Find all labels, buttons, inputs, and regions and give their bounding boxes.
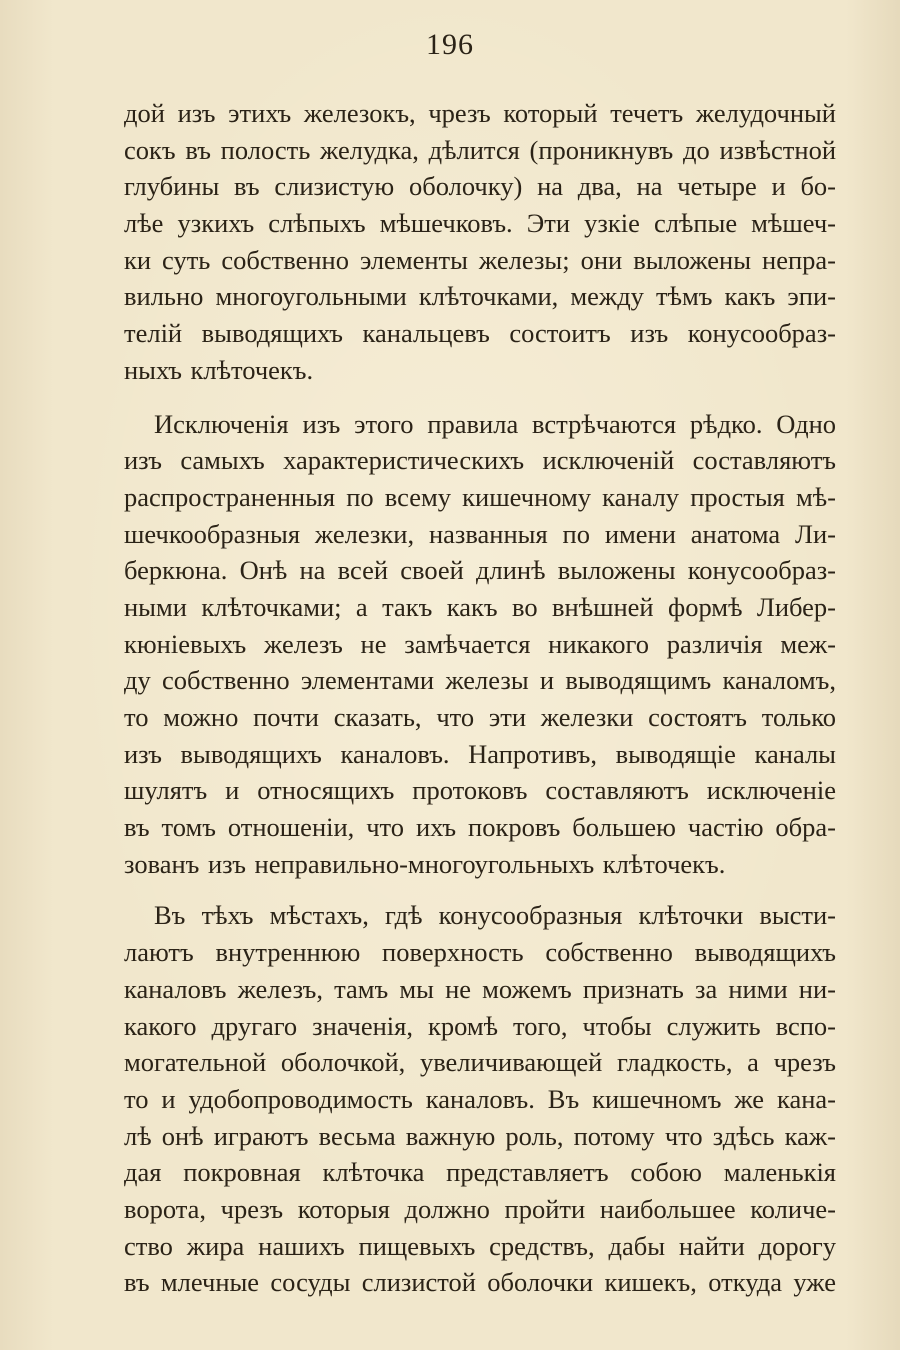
text-line: глубины въ слизистую оболочку) на два, на четыре и бо- bbox=[124, 171, 836, 202]
text-line: лаютъ внутреннюю поверхность собственно выводящихъ bbox=[124, 937, 836, 968]
text-line: ство жира нашихъ пищевыхъ средствъ, дабы найти дорогу bbox=[124, 1230, 836, 1261]
text-line: въ томъ отношеніи, что ихъ покровъ большею частію обра- bbox=[124, 812, 836, 843]
text-line: дая покровная клѣточка представляетъ собою маленькія bbox=[124, 1157, 836, 1188]
text-line: лѣе узкихъ слѣпыхъ мѣшечковъ. Эти узкіе слѣпые мѣшеч- bbox=[124, 208, 836, 239]
text-line: кюніевыхъ железъ не замѣчается никакого различія меж- bbox=[124, 628, 836, 659]
text-line: ворота, чрезъ которыя должно пройти наибольшее количе- bbox=[124, 1193, 836, 1224]
text-line: ными клѣточками; а такъ какъ во внѣшней формѣ Либер- bbox=[124, 591, 836, 622]
body-text bbox=[124, 95, 836, 1318]
text-line: то можно почти сказать, что эти железки состоятъ только bbox=[124, 702, 836, 732]
text-line: телій выводящихъ канальцевъ состоитъ изъ конусообраз- bbox=[124, 318, 836, 349]
text-line: шечкообразныя железки, названныя по имени анатома Ли- bbox=[124, 518, 836, 549]
text-line: Исключенія изъ этого правила встрѣчаются рѣдко. Одно bbox=[154, 408, 836, 439]
text-line: Въ тѣхъ мѣстахъ, гдѣ конусообразныя клѣточки высти- bbox=[154, 900, 836, 931]
text-line: какого другаго значенія, кромѣ того, чтобы служить вспо- bbox=[124, 1010, 836, 1041]
text-line: ки суть собственно элементы железы; они выложены непра- bbox=[124, 244, 836, 275]
text-line: сокъ въ полость желудка, дѣлится (проникнувъ до извѣстной bbox=[124, 134, 836, 165]
text-line: шулятъ и относящихъ протоковъ составляютъ исключеніе bbox=[124, 775, 836, 806]
text-line: лѣ онѣ играютъ весьма важную роль, потому что здѣсь каж- bbox=[124, 1120, 836, 1151]
text-line: изъ выводящихъ каналовъ. Напротивъ, выводящіе каналы bbox=[124, 738, 836, 769]
text-line: каналовъ железъ, тамъ мы не можемъ признать за ними ни- bbox=[124, 973, 836, 1004]
paragraph-2 bbox=[124, 406, 836, 883]
text-line: ду собственно элементами железы и выводящимъ каналомъ, bbox=[124, 665, 836, 696]
paragraph-1 bbox=[124, 95, 836, 389]
text-line: зованъ изъ неправильно-многоугольныхъ клѣточекъ. bbox=[124, 848, 726, 879]
text-line: дой изъ этихъ железокъ, чрезъ который течетъ желудочный bbox=[124, 98, 836, 128]
page-number: 196 bbox=[426, 28, 474, 61]
text-line: вильно многоугольными клѣточками, между тѣмъ какъ эпи- bbox=[124, 281, 836, 312]
text-line: распространенныя по всему кишечному каналу простыя мѣ- bbox=[124, 481, 836, 512]
text-line: беркюна. Онѣ на всей своей длинѣ выложены конусообраз- bbox=[124, 555, 836, 586]
text-line: то и удобопроводимость каналовъ. Въ кишечномъ же кана- bbox=[124, 1083, 836, 1114]
text-line: въ млечные сосуды слизистой оболочки кишекъ, откуда уже bbox=[124, 1267, 836, 1298]
text-line: могательной оболочкой, увеличивающей гладкость, а чрезъ bbox=[124, 1047, 836, 1078]
text-line: ныхъ клѣточекъ. bbox=[124, 354, 314, 385]
paragraph-3 bbox=[124, 897, 836, 1301]
text-line: изъ самыхъ характеристическихъ исключеній составляютъ bbox=[124, 445, 836, 476]
